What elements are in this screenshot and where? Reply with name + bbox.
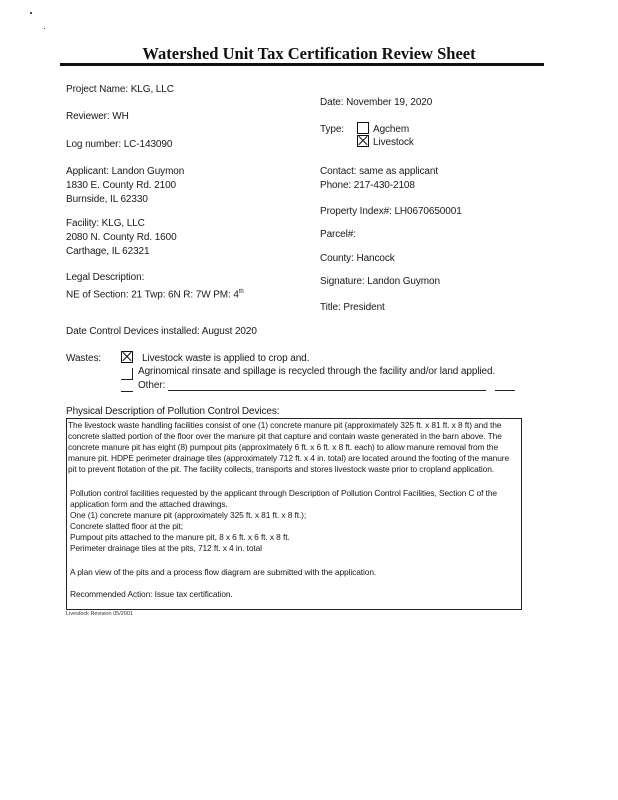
waste-other-label: Other: — [138, 380, 166, 391]
project-name: Project Name: KLG, LLC — [66, 84, 174, 95]
legal-description-value — [66, 286, 244, 301]
waste-other-blank — [121, 391, 133, 392]
legal-description-sup: th — [238, 289, 244, 295]
log-number: Log number: LC-143090 — [66, 139, 173, 150]
physical-paragraph-1-line-4: manure pit. HDPE perimeter drainage tiles (approximately 712 ft. x 4 in. total) are located around the footing of the manure — [68, 453, 510, 463]
physical-paragraph-1-line-1: The livestock waste handling facilities consist of one (1) concrete manure pit (approximately 325 ft. x 81 ft. x 8 ft) and the — [68, 420, 502, 430]
applicant-address: 1830 E. County Rd. 2100 — [66, 180, 177, 191]
physical-paragraph-2-line-4: Concrete slatted floor at the pit; — [70, 521, 183, 531]
physical-paragraph-4: Recommended Action: Issue tax certification. — [70, 589, 233, 599]
control-devices-date: Date Control Devices installed: August 2020 — [66, 326, 257, 337]
physical-paragraph-2-line-6: Perimeter drainage tiles at the pits, 712 ft. x 4 in. total — [70, 543, 262, 553]
physical-paragraph-1-line-5: pit to prevent flotation of the pit. The facility collects, transports and stores livestock waste prior to cropland application. — [68, 464, 495, 474]
physical-paragraph-2-line-2: application form and the attached drawings. — [70, 499, 228, 509]
waste-other-line — [168, 390, 486, 391]
facility-address: 2080 N. County Rd. 1600 — [66, 232, 177, 243]
physical-paragraph-1-line-3: concrete manure pit has eight (8) pumpout pits (approximately 6 ft. x 6 ft. x 8 ft. each) to allow manure removal from the — [68, 442, 499, 452]
waste-other-line-end — [495, 390, 515, 391]
waste-agri-blank-side — [132, 368, 133, 380]
property-index: Property Index#: LH0670650001 — [320, 206, 462, 217]
reviewer: Reviewer: WH — [66, 111, 129, 122]
type-label: Type: — [320, 124, 344, 135]
type-agchem-checkbox[interactable] — [357, 122, 369, 134]
signature: Signature: Landon Guymon — [320, 276, 440, 287]
applicant-name: Applicant: Landon Guymon — [66, 166, 185, 177]
applicant-city: Burnside, IL 62330 — [66, 194, 148, 205]
waste-livestock-text: Livestock waste is applied to crop and. — [142, 353, 310, 364]
physical-paragraph-3: A plan view of the pits and a process flow diagram are submitted with the application. — [70, 567, 377, 577]
scan-speck — [44, 28, 45, 29]
type-agchem-label: Agchem — [373, 124, 410, 135]
scan-speck — [30, 12, 32, 14]
title-rule — [60, 63, 544, 66]
legal-description-text: NE of Section: 21 Twp: 6N R: 7W PM: 4 — [66, 289, 239, 301]
physical-description-heading: Physical Description of Pollution Control Devices: — [66, 406, 280, 417]
physical-paragraph-2-line-1: Pollution control facilities requested by the applicant through Description of Pollution Control Facilities, Section C of the — [70, 488, 497, 498]
physical-paragraph-2-line-5: Pumpout pits attached to the manure pit, 8 x 6 ft. x 6 ft. x 8 ft. — [70, 532, 290, 542]
facility-city: Carthage, IL 62321 — [66, 246, 150, 257]
physical-paragraph-2-line-3: One (1) concrete manure pit (approximately 325 ft. x 81 ft. x 8 ft.); — [70, 510, 307, 520]
physical-paragraph-1-line-2: concrete slatted portion of the floor over the manure pit that capture and contain waste generated in the barn above. The — [68, 431, 502, 441]
county: County: Hancock — [320, 253, 395, 264]
contact: Contact: same as applicant — [320, 166, 439, 177]
review-date: Date: November 19, 2020 — [320, 97, 433, 108]
legal-description-label: Legal Description: — [66, 272, 145, 283]
signer-title: Title: President — [320, 302, 385, 313]
type-livestock-checkbox[interactable] — [357, 135, 369, 147]
wastes-label: Wastes: — [66, 353, 102, 364]
page-title: Watershed Unit Tax Certification Review Sheet — [142, 44, 476, 63]
waste-agrichemical-text: Agrinomical rinsate and spillage is recycled through the facility and/or land applied. — [138, 366, 496, 377]
facility-name: Facility: KLG, LLC — [66, 218, 145, 229]
footer-note: Livestock Revision 05/2001 — [66, 611, 133, 617]
waste-livestock-checkbox[interactable] — [121, 351, 133, 363]
type-livestock-label: Livestock — [373, 137, 414, 148]
phone: Phone: 217-430-2108 — [320, 180, 415, 191]
parcel: Parcel#: — [320, 229, 356, 240]
